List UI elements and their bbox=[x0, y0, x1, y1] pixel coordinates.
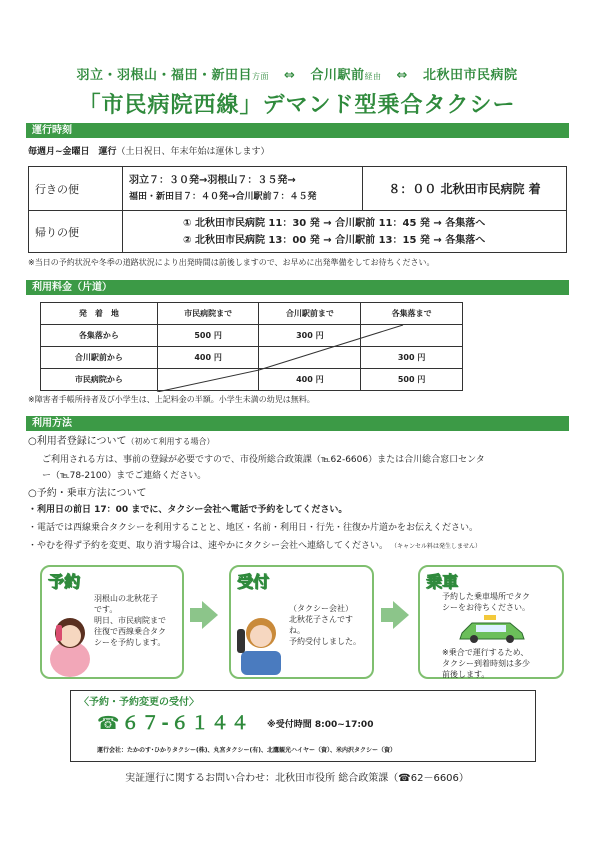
step-text bbox=[442, 591, 564, 613]
arrow-right-icon bbox=[202, 601, 218, 629]
step-text bbox=[94, 593, 182, 648]
fare-row-from: 合川駅前から bbox=[41, 347, 158, 369]
woman-on-phone-icon bbox=[46, 611, 94, 677]
contact-heading: 〈予約・予約変更の受付〉 bbox=[79, 697, 199, 708]
arrow-icon: ⇔ bbox=[284, 68, 296, 83]
fare-cell: 400 円 bbox=[157, 347, 259, 369]
days-note: （土日祝日、年末年始は運休します） bbox=[116, 147, 270, 157]
outbound-line2: 福田・新田目７：４０発→合川駅前７：４５発 bbox=[129, 191, 317, 202]
reserve-heading: ○予約・乗車方法について bbox=[28, 488, 147, 499]
reg-line2: ー（℡78-2100）までご連絡ください。 bbox=[42, 471, 207, 481]
step-line: 明日、市民病院まで bbox=[94, 616, 166, 625]
registration-heading bbox=[28, 436, 215, 448]
fare-cell: 300 円 bbox=[361, 347, 463, 369]
route-a: 羽立・羽根山・福田・新田目 bbox=[76, 68, 253, 83]
contact-phone[interactable]: ☎６７-６１４４ bbox=[97, 713, 251, 734]
fare-cell: 500 円 bbox=[157, 325, 259, 347]
return-line2: ② 北秋田市民病院 13：00 発 → 合川駅前 13：15 発 → 各集落へ bbox=[183, 234, 486, 246]
fare-note: ※障害者手帳所持者及び小学生は、上記料金の半額。小学生未満の幼児は無料。 bbox=[28, 395, 315, 404]
section-band-schedule: 運行時刻 bbox=[26, 123, 569, 138]
step-line: 北秋花子さんです bbox=[289, 615, 353, 624]
step-line: シーをお待ちください。 bbox=[442, 603, 530, 612]
route-c: 北秋田市民病院 bbox=[422, 68, 518, 83]
route-b: 合川駅前 bbox=[310, 68, 365, 83]
fare-cell: 400 円 bbox=[259, 369, 361, 391]
reg-line1: ご利用される方は、事前の登録が必要ですので、市役所総合政策課（℡62-6606）または合川総合窓口センタ bbox=[42, 455, 485, 465]
step-line: （タクシー会社） bbox=[289, 604, 353, 613]
outbound-line1: 羽立７：３０発→羽根山７：３５発→ bbox=[129, 174, 296, 186]
step-panel-reception bbox=[229, 565, 374, 679]
step-note bbox=[442, 647, 564, 680]
fare-header-station: 合川駅前まで bbox=[259, 303, 361, 325]
fare-header-village: 各集落まで bbox=[361, 303, 463, 325]
return-label: 帰りの便 bbox=[29, 211, 123, 253]
step-line: 羽根山の北秋花子 bbox=[94, 594, 158, 603]
fare-row-from: 市民病院から bbox=[41, 369, 158, 391]
route-line bbox=[0, 64, 594, 83]
bullet-3-note: （キャンセル料は発生しません） bbox=[394, 543, 482, 550]
step-title: 受付 bbox=[237, 572, 270, 591]
page-title: 「市民病院西線」デマンド型乗合タクシー bbox=[78, 93, 516, 118]
fare-header-from: 発 着 地 bbox=[41, 303, 158, 325]
step-line: ※乗合で運行するため、 bbox=[442, 648, 529, 657]
bullet-2: ・電話では西線乗合タクシーを利用することと、地区・名前・利用日・行先・往復か片道かをお伝えください。 bbox=[28, 523, 479, 533]
days: 毎週月~金曜日 運行 bbox=[28, 147, 117, 157]
outbound-times bbox=[123, 167, 363, 211]
schedule-table bbox=[28, 166, 567, 253]
reg-heading-note: （初めて利用する場合） bbox=[126, 437, 215, 446]
fare-cell: 300 円 bbox=[259, 325, 361, 347]
step-line: ね。 bbox=[289, 626, 305, 635]
section-band-fares: 利用料金（片道） bbox=[26, 280, 569, 295]
operator-with-headset-icon bbox=[235, 607, 285, 677]
arrow-icon: ⇔ bbox=[396, 68, 408, 83]
diagonal-line bbox=[259, 325, 403, 370]
contact-box bbox=[70, 690, 536, 762]
return-line1: ① 北秋田市民病院 11：30 発 → 合川駅前 11：45 発 → 各集落へ bbox=[183, 217, 486, 229]
schedule-note: ※当日の予約状況や冬季の道路状況により出発時間は前後しますので、お早めに出発準備をしてお待ちください。 bbox=[28, 258, 435, 267]
arrow-body bbox=[381, 608, 393, 622]
step-line: 予約受付しました。 bbox=[289, 637, 361, 646]
step-panel-boarding bbox=[418, 565, 564, 679]
footer-inquiry: 実証運行に関するお問い合わせ：北秋田市役所 総合政策課（☎62－6606） bbox=[125, 773, 469, 784]
step-text bbox=[289, 603, 373, 647]
step-line: タクシー到着時刻は多少 bbox=[442, 659, 530, 668]
step-panel-reserve bbox=[40, 565, 184, 679]
bullet-3-text: ・やむを得ず予約を変更、取り消す場合は、速やかにタクシー会社へ連絡してください。 bbox=[28, 541, 389, 551]
fare-diagonal-lines bbox=[40, 302, 463, 392]
step-title: 予約 bbox=[48, 572, 81, 591]
bullet-3 bbox=[28, 540, 481, 553]
operating-days bbox=[28, 146, 270, 158]
arrow-right-icon bbox=[393, 601, 409, 629]
reg-heading: ○利用者登録について bbox=[28, 436, 127, 447]
arrow-body bbox=[190, 608, 202, 622]
fare-cell: 500 円 bbox=[361, 369, 463, 391]
outbound-label: 行きの便 bbox=[29, 167, 123, 211]
step-line: 予約した乗車場所でタク bbox=[442, 592, 530, 601]
operators: 運行会社：たかのす･ひかりタクシー(株)、丸宮タクシー(有)、北鷹観光ハイヤー（資）、米内沢タクシー（資） bbox=[97, 747, 396, 754]
taxi-icon bbox=[458, 615, 528, 643]
diagonal-line bbox=[157, 370, 259, 392]
bullet-1: ・利用日の前日 17：00 までに、タクシー会社へ電話で予約をしてください。 bbox=[28, 505, 348, 515]
contact-hours: ※受付時間 8:00~17:00 bbox=[267, 720, 374, 730]
step-line: 往復で西線乗合タク bbox=[94, 627, 166, 636]
step-line: です。 bbox=[94, 605, 118, 614]
route-a-suffix: 方面 bbox=[252, 72, 270, 81]
step-line: シーを予約します。 bbox=[94, 638, 166, 647]
fare-row-from: 各集落から bbox=[41, 325, 158, 347]
route-b-suffix: 経由 bbox=[364, 72, 382, 81]
section-band-usage: 利用方法 bbox=[26, 416, 569, 431]
step-line: 前後します。 bbox=[442, 670, 490, 679]
outbound-arrival: ８：００ 北秋田市民病院 着 bbox=[363, 167, 567, 211]
return-times bbox=[123, 211, 567, 253]
step-title: 乗車 bbox=[426, 572, 459, 591]
fare-header-hospital: 市民病院まで bbox=[157, 303, 259, 325]
